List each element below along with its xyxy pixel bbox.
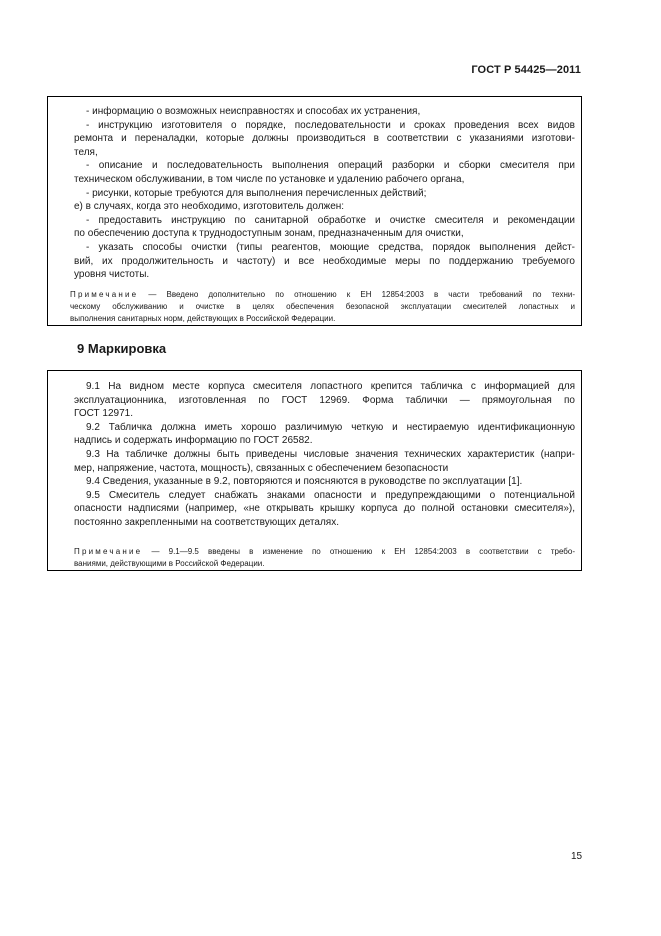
- document-standard-number: ГОСТ Р 54425—2011: [471, 64, 581, 76]
- note-label: Примечание: [70, 289, 139, 299]
- note-line: выполнения санитарных норм, действующих в Российской Федерации.: [70, 314, 336, 324]
- text-line: техническом обслуживании, в том числе по установке и удалению рабочего органа,: [74, 173, 465, 185]
- text-line: по обеспечению доступа к труднодоступным зонам, предназначенным для очистки,: [74, 228, 464, 240]
- note-line: Примечание — 9.1—9.5 введены в изменение по отношению к ЕН 12854:2003 в соответствии с требо-: [74, 546, 575, 556]
- note-line: ваниями, действующими в Российской Федерации.: [74, 558, 265, 568]
- text-line: ремонта и переналадки, которые должны производиться в соответствии с указаниями изготови-: [74, 133, 575, 145]
- text-line: постоянно закрепленными на соответствующих деталях.: [74, 516, 339, 528]
- text-line: - указать способы очистки (типы реагентов, моющие средства, порядок выполнения дейст-: [86, 241, 575, 253]
- text-line: ГОСТ 12971.: [74, 408, 133, 420]
- marking-requirements-box: [47, 370, 582, 571]
- text-line: 9.5 Смеситель следует снабжать знаками опасности и предупреждающими о потенциальной: [86, 489, 575, 501]
- section-title: 9 Маркировка: [77, 341, 167, 356]
- note-line: ческому обслуживанию и очистке в целях обеспечения безопасной эксплуатации смесителей лопастных и: [70, 301, 575, 311]
- text-line: 9.1 На видном месте корпуса смесителя лопастного крепится табличка с информацией для: [86, 381, 575, 392]
- note-line: Примечание — Введено дополнительно по отношению к ЕН 12854:2003 в части требований по техни-: [70, 289, 575, 299]
- text-line: е) в случаях, когда это необходимо, изготовитель должен:: [74, 201, 345, 213]
- text-line: 9.4 Сведения, указанные в 9.2, повторяются и поясняются в руководстве по эксплуатации [1].: [86, 476, 523, 488]
- text-line: мер, напряжение, частота, мощность), связанных с обеспечением безопасности: [74, 462, 449, 474]
- text-line: вий, их продолжительность и частоту) и все необходимые меры по поддержанию требуемого: [74, 255, 575, 267]
- text-line: опасности надписями (например, «не открывать крышку корпуса до полной остановки смесителя»),: [74, 503, 575, 515]
- page-number: 15: [571, 851, 583, 862]
- text-line: уровня чистоты.: [74, 269, 150, 281]
- text-line: - инструкцию изготовителя о порядке, последовательности и сроках проведения всех видов: [86, 119, 575, 131]
- text-line: - информацию о возможных неисправностях и способах их устранения,: [86, 106, 421, 117]
- text-line: эксплуатационника, изготовленная по ГОСТ 12969. Форма таблички — прямоугольная по: [74, 394, 575, 406]
- text-line: 9.3 На табличке должны быть приведены числовые значения технических характеристик (напри-: [86, 448, 575, 460]
- text-line: теля,: [74, 146, 98, 158]
- text-line: надпись и содержать информацию по ГОСТ 26582.: [74, 435, 313, 447]
- text-line: - предоставить инструкцию по санитарной обработке и очистке смесителя и рекомендации: [86, 214, 575, 226]
- text-line: - описание и последовательность выполнения операций разборки и сборки смесителя при: [86, 160, 575, 172]
- continued-requirements-box: [47, 96, 582, 326]
- note-label: Примечание: [74, 546, 143, 556]
- text-line: 9.2 Табличка должна иметь хорошо различимую четкую и нестираемую идентификационную: [86, 421, 575, 433]
- text-line: - рисунки, которые требуются для выполнения перечисленных действий;: [86, 187, 427, 199]
